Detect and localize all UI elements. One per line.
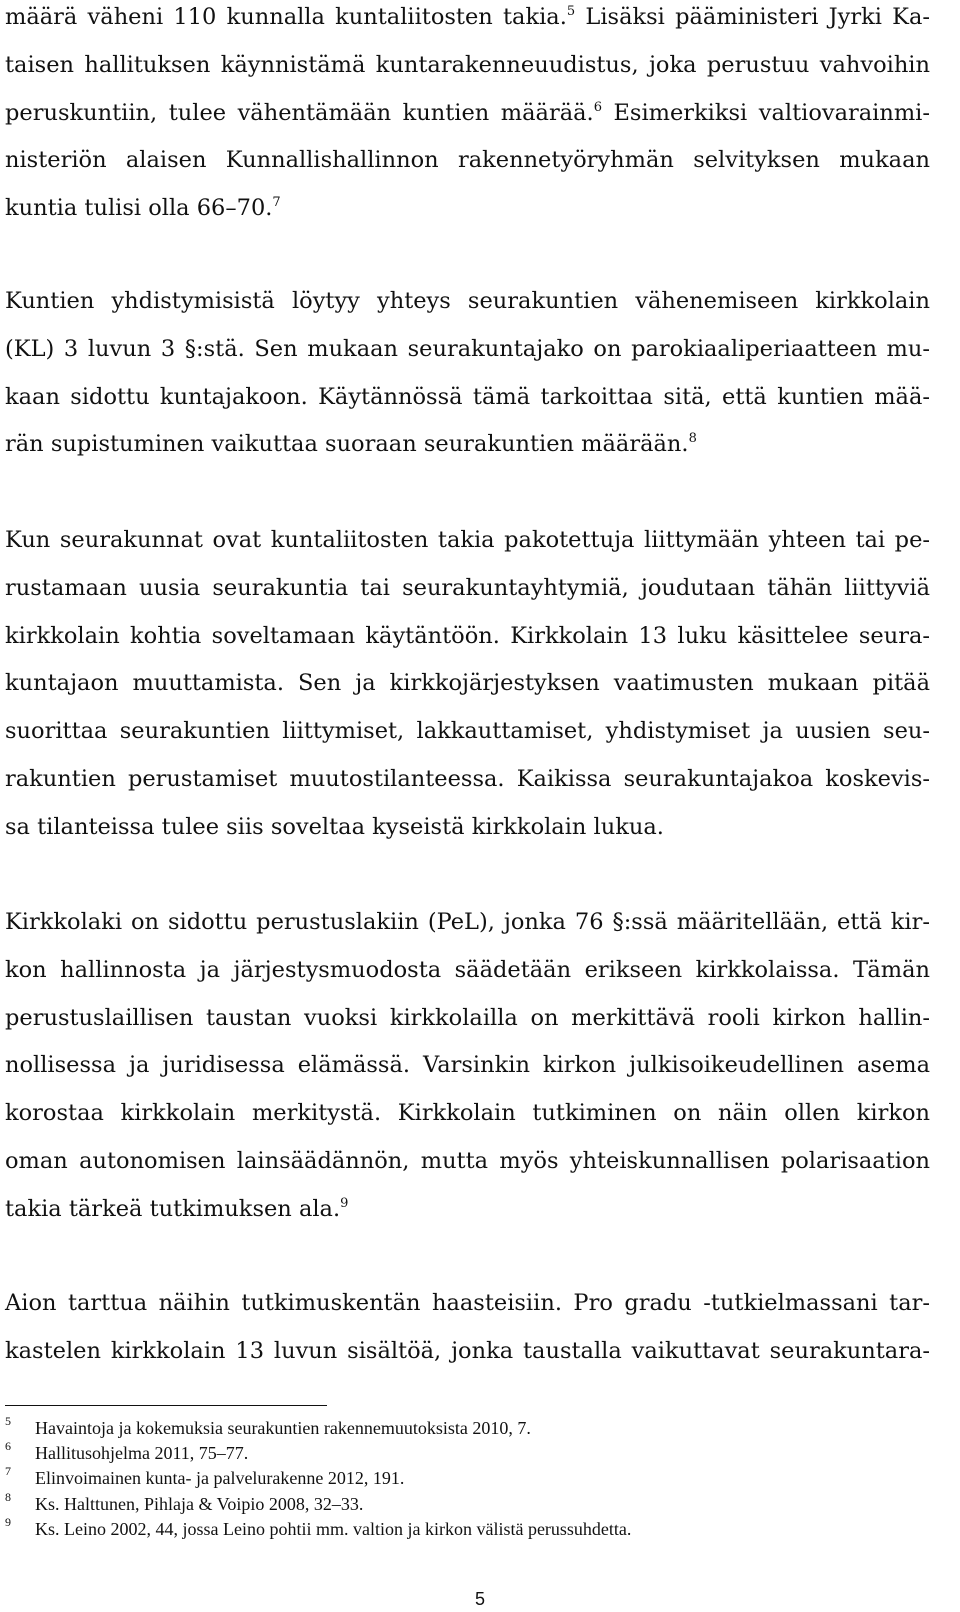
text-line: peruskuntiin, tulee vähentämään kuntien määrää.$^6$ Esimerkiksi valtiovarainmi-	[5, 99, 930, 126]
text-line: Kirkkolaki on sidottu perustuslakiin (PeL), jonka 76 §:ssä määritellään, että kir-	[5, 909, 930, 935]
footnote-ref: 7	[272, 195, 281, 211]
text-line: rakuntien perustamiset muutostilanteessa. Kaikissa seurakuntajakoa koskevis-	[5, 765, 930, 792]
text-line: oman autonomisen lainsäädännön, mutta myös yhteiskunnallisen polarisaation	[5, 1147, 930, 1174]
text-line: rustamaan uusia seurakuntia tai seurakuntayhtymiä, joudutaan tähän liittyviä	[5, 574, 930, 601]
footnote-separator	[5, 1405, 327, 1406]
footnote-ref: 5	[566, 4, 576, 19]
footnote-text: Ks. Leino 2002, 44, jossa Leino pohtii mm. valtion ja kirkon välistä perussuhdetta.	[35, 1519, 632, 1539]
paragraph	[5, 278, 930, 469]
footnote-text: Elinvoimainen kunta- ja palvelurakenne 2012, 191.	[35, 1468, 405, 1488]
text-line: suorittaa seurakuntien liittymiset, lakkauttamiset, yhdistymiset ja uusien seu-	[5, 718, 930, 745]
text-line: kirkkolain kohtia soveltamaan käytäntöön. Kirkkolain 13 luku käsittelee seura-	[5, 622, 930, 649]
text-line: Kun seurakunnat ovat kuntaliitosten takia pakotettuja liittymään yhteen tai pe-	[5, 527, 930, 553]
footnote-ref: 6	[593, 99, 602, 115]
footnote-number: 8	[5, 1490, 11, 1504]
text-line: kuntajaon muuttamista. Sen ja kirkkojärjestyksen vaatimusten mukaan pitää	[5, 670, 930, 697]
footnote-number: 7	[5, 1464, 11, 1478]
text-line: perustuslaillisen taustan vuoksi kirkkolailla on merkittävä rooli kirkon hallin-	[5, 1004, 930, 1031]
footnote-ref: 9	[340, 1195, 349, 1211]
text-line: määrä väheni 110 kunnalla kuntaliitosten takia.$^5$ Lisäksi pääministeri Jyrki Ka-	[5, 4, 930, 30]
footnote-text: Ks. Halttunen, Pihlaja & Voipio 2008, 32–33.	[35, 1494, 364, 1514]
text-line: Aion tarttua näihin tutkimuskentän haasteisiin. Pro gradu -tutkielmassani tar-	[5, 1290, 930, 1316]
footnote-number: 5	[5, 1414, 11, 1428]
text-line: korostaa kirkkolain merkitystä. Kirkkolain tutkiminen on näin ollen kirkon	[5, 1100, 930, 1127]
text-line: kastelen kirkkolain 13 luvun sisältöä, jonka taustalla vaikuttavat seurakuntara-	[5, 1337, 930, 1364]
text-line: (KL) 3 luvun 3 §:stä. Sen mukaan seurakuntajako on parokiaaliperiaatteen mu-	[5, 335, 930, 362]
footnote-text: Havaintoja ja kokemuksia seurakuntien rakennemuutoksista 2010, 7.	[35, 1418, 531, 1438]
text-line: takia tärkeä tutkimuksen ala.$^9$	[5, 1195, 349, 1222]
text-line: taisen hallituksen käynnistämä kuntarakenneuudistus, joka perustuu vahvoihin	[5, 51, 930, 78]
paragraph	[5, 517, 930, 852]
page-number: 5	[474, 1589, 485, 1609]
text-line: Kuntien yhdistymisistä löytyy yhteys seurakuntien vähenemiseen kirkkolain	[5, 288, 930, 314]
footnote-number: 6	[5, 1439, 11, 1453]
text-line: rän supistuminen vaikuttaa suoraan seurakuntien määrään.$^8$	[5, 431, 697, 458]
text-line: kaan sidottu kuntajakoon. Käytännössä tämä tarkoittaa sitä, että kuntien mää-	[5, 383, 930, 410]
text-line: kuntia tulisi olla 66–70.$^7$	[5, 195, 281, 222]
text-line: nollisessa ja juridisessa elämässä. Varsinkin kirkon julkisoikeudellinen asema	[5, 1052, 930, 1079]
text-line: sa tilanteissa tulee siis soveltaa kyseistä kirkkolain lukua.	[5, 813, 664, 840]
footnote-number: 9	[5, 1515, 11, 1529]
text-line: nisteriön alaisen Kunnallishallinnon rakennetyöryhmän selvityksen mukaan	[5, 147, 930, 174]
text-line: kon hallinnosta ja järjestysmuodosta säädetään erikseen kirkkolaissa. Tämän	[5, 956, 930, 983]
footnote-ref: 8	[688, 431, 697, 447]
paragraph	[5, 899, 930, 1234]
paragraph	[5, 0, 930, 233]
paragraph	[5, 1280, 930, 1376]
footnote-text: Hallitusohjelma 2011, 75–77.	[35, 1443, 249, 1463]
